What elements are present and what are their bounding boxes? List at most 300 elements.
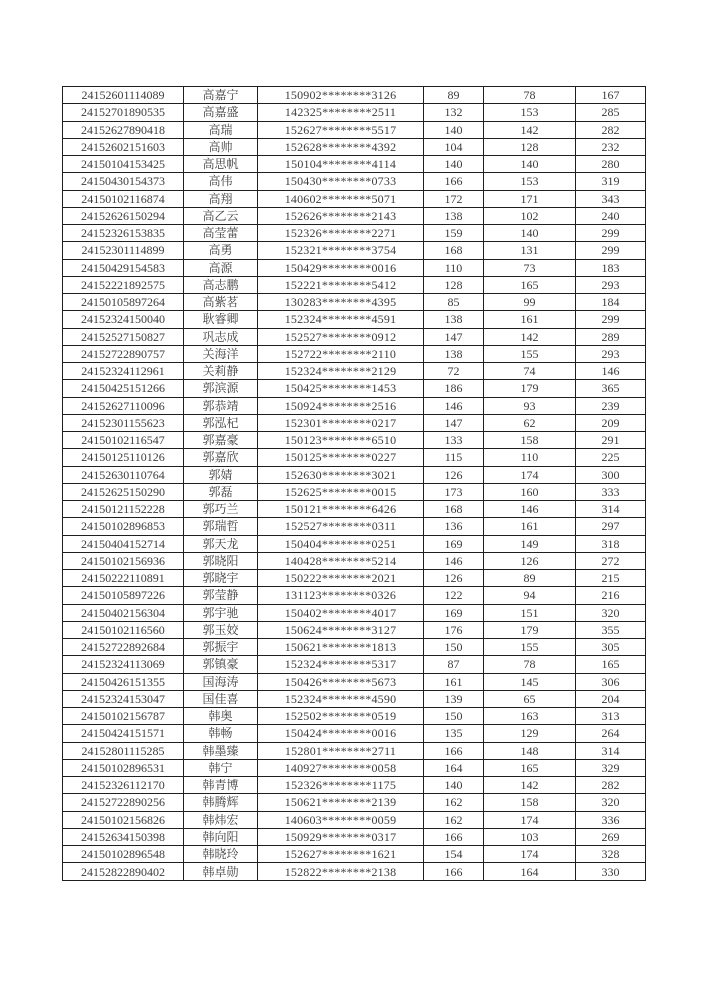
name-cell: 国佳喜 xyxy=(184,690,258,707)
exam-number-cell: 24150105897264 xyxy=(63,294,184,311)
score1-cell: 147 xyxy=(424,414,484,431)
score1-cell: 89 xyxy=(424,87,484,104)
score2-cell: 65 xyxy=(484,690,576,707)
total-score-cell: 264 xyxy=(576,725,646,742)
id-number-cell: 152722********2110 xyxy=(258,345,424,362)
score2-cell: 126 xyxy=(484,552,576,569)
results-table xyxy=(62,86,646,881)
exam-number-cell: 24150429154583 xyxy=(63,259,184,276)
exam-number-cell: 24150102156826 xyxy=(63,811,184,828)
score2-cell: 89 xyxy=(484,570,576,587)
table-row xyxy=(63,483,646,500)
table-row xyxy=(63,414,646,431)
score1-cell: 72 xyxy=(424,363,484,380)
score2-cell: 62 xyxy=(484,414,576,431)
score1-cell: 138 xyxy=(424,345,484,362)
exam-number-cell: 24150102896531 xyxy=(63,759,184,776)
total-score-cell: 320 xyxy=(576,794,646,811)
table-row xyxy=(63,380,646,397)
id-number-cell: 152527********0311 xyxy=(258,518,424,535)
table-row xyxy=(63,397,646,414)
exam-number-cell: 24152324112961 xyxy=(63,363,184,380)
exam-number-cell: 24152601114089 xyxy=(63,87,184,104)
total-score-cell: 146 xyxy=(576,363,646,380)
id-number-cell: 140927********0058 xyxy=(258,759,424,776)
score1-cell: 128 xyxy=(424,276,484,293)
score1-cell: 166 xyxy=(424,863,484,881)
total-score-cell: 320 xyxy=(576,604,646,621)
exam-number-cell: 24150102116560 xyxy=(63,621,184,638)
score2-cell: 94 xyxy=(484,587,576,604)
exam-number-cell: 24150430154373 xyxy=(63,173,184,190)
score1-cell: 133 xyxy=(424,432,484,449)
score2-cell: 151 xyxy=(484,604,576,621)
total-score-cell: 269 xyxy=(576,828,646,845)
exam-number-cell: 24152630110764 xyxy=(63,466,184,483)
score2-cell: 174 xyxy=(484,846,576,863)
id-number-cell: 150621********2139 xyxy=(258,794,424,811)
score1-cell: 122 xyxy=(424,587,484,604)
table-row xyxy=(63,725,646,742)
score1-cell: 115 xyxy=(424,449,484,466)
name-cell: 郭婧 xyxy=(184,466,258,483)
total-score-cell: 336 xyxy=(576,811,646,828)
table-row xyxy=(63,173,646,190)
id-number-cell: 152822********2138 xyxy=(258,863,424,881)
score2-cell: 149 xyxy=(484,535,576,552)
score1-cell: 138 xyxy=(424,207,484,224)
total-score-cell: 272 xyxy=(576,552,646,569)
results-table-body xyxy=(63,87,646,881)
name-cell: 高志鹏 xyxy=(184,276,258,293)
name-cell: 郭巧兰 xyxy=(184,501,258,518)
exam-number-cell: 24152324153047 xyxy=(63,690,184,707)
id-number-cell: 152321********3754 xyxy=(258,242,424,259)
exam-number-cell: 24152822890402 xyxy=(63,863,184,881)
name-cell: 高翔 xyxy=(184,190,258,207)
score2-cell: 73 xyxy=(484,259,576,276)
score2-cell: 145 xyxy=(484,673,576,690)
total-score-cell: 239 xyxy=(576,397,646,414)
exam-number-cell: 24152221892575 xyxy=(63,276,184,293)
name-cell: 高帅 xyxy=(184,138,258,155)
score2-cell: 171 xyxy=(484,190,576,207)
score1-cell: 126 xyxy=(424,570,484,587)
score2-cell: 78 xyxy=(484,656,576,673)
exam-number-cell: 24152722890256 xyxy=(63,794,184,811)
score2-cell: 174 xyxy=(484,811,576,828)
table-row xyxy=(63,708,646,725)
score2-cell: 163 xyxy=(484,708,576,725)
name-cell: 耿睿卿 xyxy=(184,311,258,328)
table-row xyxy=(63,345,646,362)
id-number-cell: 152301********0217 xyxy=(258,414,424,431)
score1-cell: 166 xyxy=(424,828,484,845)
exam-number-cell: 24150102116874 xyxy=(63,190,184,207)
table-row xyxy=(63,759,646,776)
name-cell: 郭嘉欣 xyxy=(184,449,258,466)
id-number-cell: 152502********0519 xyxy=(258,708,424,725)
exam-number-cell: 24152301155623 xyxy=(63,414,184,431)
score2-cell: 131 xyxy=(484,242,576,259)
id-number-cell: 150424********0016 xyxy=(258,725,424,742)
name-cell: 关海洋 xyxy=(184,345,258,362)
table-row xyxy=(63,518,646,535)
total-score-cell: 313 xyxy=(576,708,646,725)
name-cell: 高源 xyxy=(184,259,258,276)
total-score-cell: 167 xyxy=(576,87,646,104)
table-row xyxy=(63,656,646,673)
total-score-cell: 333 xyxy=(576,483,646,500)
id-number-cell: 150121********6426 xyxy=(258,501,424,518)
score2-cell: 161 xyxy=(484,311,576,328)
table-row xyxy=(63,604,646,621)
total-score-cell: 204 xyxy=(576,690,646,707)
table-row xyxy=(63,466,646,483)
name-cell: 高勇 xyxy=(184,242,258,259)
name-cell: 韩畅 xyxy=(184,725,258,742)
id-number-cell: 152221********5412 xyxy=(258,276,424,293)
id-number-cell: 152625********0015 xyxy=(258,483,424,500)
name-cell: 高乙云 xyxy=(184,207,258,224)
table-row xyxy=(63,690,646,707)
score2-cell: 142 xyxy=(484,777,576,794)
total-score-cell: 282 xyxy=(576,121,646,138)
total-score-cell: 299 xyxy=(576,242,646,259)
id-number-cell: 131123********0326 xyxy=(258,587,424,604)
exam-number-cell: 24152722890757 xyxy=(63,345,184,362)
name-cell: 韩晓玲 xyxy=(184,846,258,863)
exam-number-cell: 24150102896853 xyxy=(63,518,184,535)
name-cell: 韩青博 xyxy=(184,777,258,794)
name-cell: 韩宁 xyxy=(184,759,258,776)
id-number-cell: 150404********0251 xyxy=(258,535,424,552)
total-score-cell: 216 xyxy=(576,587,646,604)
score2-cell: 158 xyxy=(484,432,576,449)
total-score-cell: 289 xyxy=(576,328,646,345)
total-score-cell: 232 xyxy=(576,138,646,155)
name-cell: 高瑞 xyxy=(184,121,258,138)
table-row xyxy=(63,432,646,449)
id-number-cell: 150425********1453 xyxy=(258,380,424,397)
exam-number-cell: 24150102896548 xyxy=(63,846,184,863)
table-row xyxy=(63,846,646,863)
score2-cell: 142 xyxy=(484,121,576,138)
exam-number-cell: 24150102116547 xyxy=(63,432,184,449)
exam-number-cell: 24152602151603 xyxy=(63,138,184,155)
exam-number-cell: 24152324150040 xyxy=(63,311,184,328)
score1-cell: 85 xyxy=(424,294,484,311)
table-row xyxy=(63,138,646,155)
table-row xyxy=(63,828,646,845)
table-row xyxy=(63,104,646,121)
score1-cell: 162 xyxy=(424,794,484,811)
total-score-cell: 184 xyxy=(576,294,646,311)
exam-number-cell: 24150102156936 xyxy=(63,552,184,569)
name-cell: 韩炜宏 xyxy=(184,811,258,828)
exam-number-cell: 24152627110096 xyxy=(63,397,184,414)
id-number-cell: 142325********2511 xyxy=(258,104,424,121)
table-row xyxy=(63,587,646,604)
total-score-cell: 225 xyxy=(576,449,646,466)
score2-cell: 148 xyxy=(484,742,576,759)
table-row xyxy=(63,449,646,466)
score2-cell: 103 xyxy=(484,828,576,845)
name-cell: 郭嘉豪 xyxy=(184,432,258,449)
score2-cell: 146 xyxy=(484,501,576,518)
score1-cell: 162 xyxy=(424,811,484,828)
id-number-cell: 140602********5071 xyxy=(258,190,424,207)
id-number-cell: 150429********0016 xyxy=(258,259,424,276)
id-number-cell: 130283********4395 xyxy=(258,294,424,311)
exam-number-cell: 24152301114899 xyxy=(63,242,184,259)
score2-cell: 140 xyxy=(484,156,576,173)
exam-number-cell: 24150102156787 xyxy=(63,708,184,725)
table-row xyxy=(63,190,646,207)
exam-number-cell: 24150425151266 xyxy=(63,380,184,397)
total-score-cell: 314 xyxy=(576,742,646,759)
total-score-cell: 305 xyxy=(576,639,646,656)
table-row xyxy=(63,156,646,173)
score2-cell: 160 xyxy=(484,483,576,500)
total-score-cell: 343 xyxy=(576,190,646,207)
score1-cell: 186 xyxy=(424,380,484,397)
score2-cell: 93 xyxy=(484,397,576,414)
exam-number-cell: 24150222110891 xyxy=(63,570,184,587)
exam-number-cell: 24152625150290 xyxy=(63,483,184,500)
table-row xyxy=(63,294,646,311)
score1-cell: 169 xyxy=(424,535,484,552)
id-number-cell: 150430********0733 xyxy=(258,173,424,190)
score1-cell: 161 xyxy=(424,673,484,690)
exam-number-cell: 24150424151571 xyxy=(63,725,184,742)
total-score-cell: 297 xyxy=(576,518,646,535)
score2-cell: 74 xyxy=(484,363,576,380)
name-cell: 高嘉宁 xyxy=(184,87,258,104)
table-row xyxy=(63,777,646,794)
score1-cell: 166 xyxy=(424,742,484,759)
total-score-cell: 183 xyxy=(576,259,646,276)
score2-cell: 161 xyxy=(484,518,576,535)
total-score-cell: 306 xyxy=(576,673,646,690)
table-row xyxy=(63,673,646,690)
id-number-cell: 150924********2516 xyxy=(258,397,424,414)
name-cell: 郭滨源 xyxy=(184,380,258,397)
total-score-cell: 314 xyxy=(576,501,646,518)
score2-cell: 179 xyxy=(484,621,576,638)
id-number-cell: 152326********2271 xyxy=(258,225,424,242)
exam-number-cell: 24152634150398 xyxy=(63,828,184,845)
id-number-cell: 152628********4392 xyxy=(258,138,424,155)
table-row xyxy=(63,259,646,276)
id-number-cell: 150621********1813 xyxy=(258,639,424,656)
name-cell: 郭天龙 xyxy=(184,535,258,552)
score2-cell: 165 xyxy=(484,276,576,293)
score1-cell: 110 xyxy=(424,259,484,276)
score1-cell: 138 xyxy=(424,311,484,328)
table-row xyxy=(63,121,646,138)
score1-cell: 150 xyxy=(424,708,484,725)
score1-cell: 168 xyxy=(424,501,484,518)
exam-number-cell: 24150426151355 xyxy=(63,673,184,690)
table-row xyxy=(63,811,646,828)
exam-number-cell: 24150404152714 xyxy=(63,535,184,552)
table-row xyxy=(63,863,646,881)
id-number-cell: 140428********5214 xyxy=(258,552,424,569)
score2-cell: 153 xyxy=(484,104,576,121)
table-row xyxy=(63,794,646,811)
score2-cell: 155 xyxy=(484,345,576,362)
id-number-cell: 150104********4114 xyxy=(258,156,424,173)
score2-cell: 78 xyxy=(484,87,576,104)
table-row xyxy=(63,639,646,656)
score1-cell: 87 xyxy=(424,656,484,673)
exam-number-cell: 24150104153425 xyxy=(63,156,184,173)
table-row xyxy=(63,328,646,345)
score2-cell: 142 xyxy=(484,328,576,345)
name-cell: 高伟 xyxy=(184,173,258,190)
name-cell: 巩志成 xyxy=(184,328,258,345)
exam-number-cell: 24152324113069 xyxy=(63,656,184,673)
score2-cell: 99 xyxy=(484,294,576,311)
id-number-cell: 150125********0227 xyxy=(258,449,424,466)
score1-cell: 169 xyxy=(424,604,484,621)
score1-cell: 104 xyxy=(424,138,484,155)
table-row xyxy=(63,363,646,380)
score1-cell: 140 xyxy=(424,121,484,138)
name-cell: 高嘉盛 xyxy=(184,104,258,121)
total-score-cell: 215 xyxy=(576,570,646,587)
score1-cell: 164 xyxy=(424,759,484,776)
table-row xyxy=(63,276,646,293)
exam-number-cell: 24150402156304 xyxy=(63,604,184,621)
score2-cell: 110 xyxy=(484,449,576,466)
score1-cell: 166 xyxy=(424,173,484,190)
name-cell: 韩卓勋 xyxy=(184,863,258,881)
id-number-cell: 150624********3127 xyxy=(258,621,424,638)
id-number-cell: 152324********4591 xyxy=(258,311,424,328)
score1-cell: 140 xyxy=(424,156,484,173)
name-cell: 郭宇驰 xyxy=(184,604,258,621)
score2-cell: 174 xyxy=(484,466,576,483)
name-cell: 韩奥 xyxy=(184,708,258,725)
table-row xyxy=(63,742,646,759)
name-cell: 高思帆 xyxy=(184,156,258,173)
score2-cell: 129 xyxy=(484,725,576,742)
id-number-cell: 152324********5317 xyxy=(258,656,424,673)
table-row xyxy=(63,535,646,552)
table-row xyxy=(63,242,646,259)
exam-number-cell: 24150105897226 xyxy=(63,587,184,604)
name-cell: 韩墨臻 xyxy=(184,742,258,759)
score1-cell: 176 xyxy=(424,621,484,638)
total-score-cell: 240 xyxy=(576,207,646,224)
exam-number-cell: 24152801115285 xyxy=(63,742,184,759)
name-cell: 关莉静 xyxy=(184,363,258,380)
total-score-cell: 299 xyxy=(576,225,646,242)
exam-number-cell: 24152701890535 xyxy=(63,104,184,121)
score1-cell: 150 xyxy=(424,639,484,656)
exam-number-cell: 24152626150294 xyxy=(63,207,184,224)
name-cell: 国海涛 xyxy=(184,673,258,690)
score1-cell: 146 xyxy=(424,552,484,569)
score2-cell: 158 xyxy=(484,794,576,811)
score1-cell: 132 xyxy=(424,104,484,121)
score1-cell: 154 xyxy=(424,846,484,863)
total-score-cell: 280 xyxy=(576,156,646,173)
score1-cell: 136 xyxy=(424,518,484,535)
total-score-cell: 328 xyxy=(576,846,646,863)
id-number-cell: 152324********4590 xyxy=(258,690,424,707)
exam-number-cell: 24152326153835 xyxy=(63,225,184,242)
id-number-cell: 140603********0059 xyxy=(258,811,424,828)
score1-cell: 168 xyxy=(424,242,484,259)
name-cell: 郭振宇 xyxy=(184,639,258,656)
score1-cell: 172 xyxy=(424,190,484,207)
name-cell: 韩腾辉 xyxy=(184,794,258,811)
id-number-cell: 152324********2129 xyxy=(258,363,424,380)
score1-cell: 159 xyxy=(424,225,484,242)
table-row xyxy=(63,501,646,518)
name-cell: 郭泓杞 xyxy=(184,414,258,431)
total-score-cell: 300 xyxy=(576,466,646,483)
score2-cell: 153 xyxy=(484,173,576,190)
total-score-cell: 285 xyxy=(576,104,646,121)
total-score-cell: 291 xyxy=(576,432,646,449)
table-row xyxy=(63,552,646,569)
score1-cell: 147 xyxy=(424,328,484,345)
name-cell: 郭玉姣 xyxy=(184,621,258,638)
name-cell: 韩向阳 xyxy=(184,828,258,845)
score1-cell: 135 xyxy=(424,725,484,742)
score1-cell: 140 xyxy=(424,777,484,794)
score2-cell: 165 xyxy=(484,759,576,776)
table-row xyxy=(63,225,646,242)
table-row xyxy=(63,311,646,328)
exam-number-cell: 24152627890418 xyxy=(63,121,184,138)
id-number-cell: 152627********1621 xyxy=(258,846,424,863)
exam-number-cell: 24152527150827 xyxy=(63,328,184,345)
score2-cell: 140 xyxy=(484,225,576,242)
score2-cell: 179 xyxy=(484,380,576,397)
name-cell: 郭磊 xyxy=(184,483,258,500)
total-score-cell: 209 xyxy=(576,414,646,431)
total-score-cell: 318 xyxy=(576,535,646,552)
id-number-cell: 150902********3126 xyxy=(258,87,424,104)
table-row xyxy=(63,570,646,587)
total-score-cell: 330 xyxy=(576,863,646,881)
score1-cell: 126 xyxy=(424,466,484,483)
name-cell: 郭晓宇 xyxy=(184,570,258,587)
id-number-cell: 150402********4017 xyxy=(258,604,424,621)
name-cell: 郭恭靖 xyxy=(184,397,258,414)
table-row xyxy=(63,621,646,638)
exam-number-cell: 24150125110126 xyxy=(63,449,184,466)
exam-number-cell: 24152722892684 xyxy=(63,639,184,656)
table-row xyxy=(63,87,646,104)
id-number-cell: 152627********5517 xyxy=(258,121,424,138)
score1-cell: 173 xyxy=(424,483,484,500)
total-score-cell: 299 xyxy=(576,311,646,328)
id-number-cell: 150426********5673 xyxy=(258,673,424,690)
score1-cell: 139 xyxy=(424,690,484,707)
table-row xyxy=(63,207,646,224)
id-number-cell: 150123********6510 xyxy=(258,432,424,449)
total-score-cell: 329 xyxy=(576,759,646,776)
exam-number-cell: 24150121152228 xyxy=(63,501,184,518)
name-cell: 高紫茗 xyxy=(184,294,258,311)
total-score-cell: 355 xyxy=(576,621,646,638)
